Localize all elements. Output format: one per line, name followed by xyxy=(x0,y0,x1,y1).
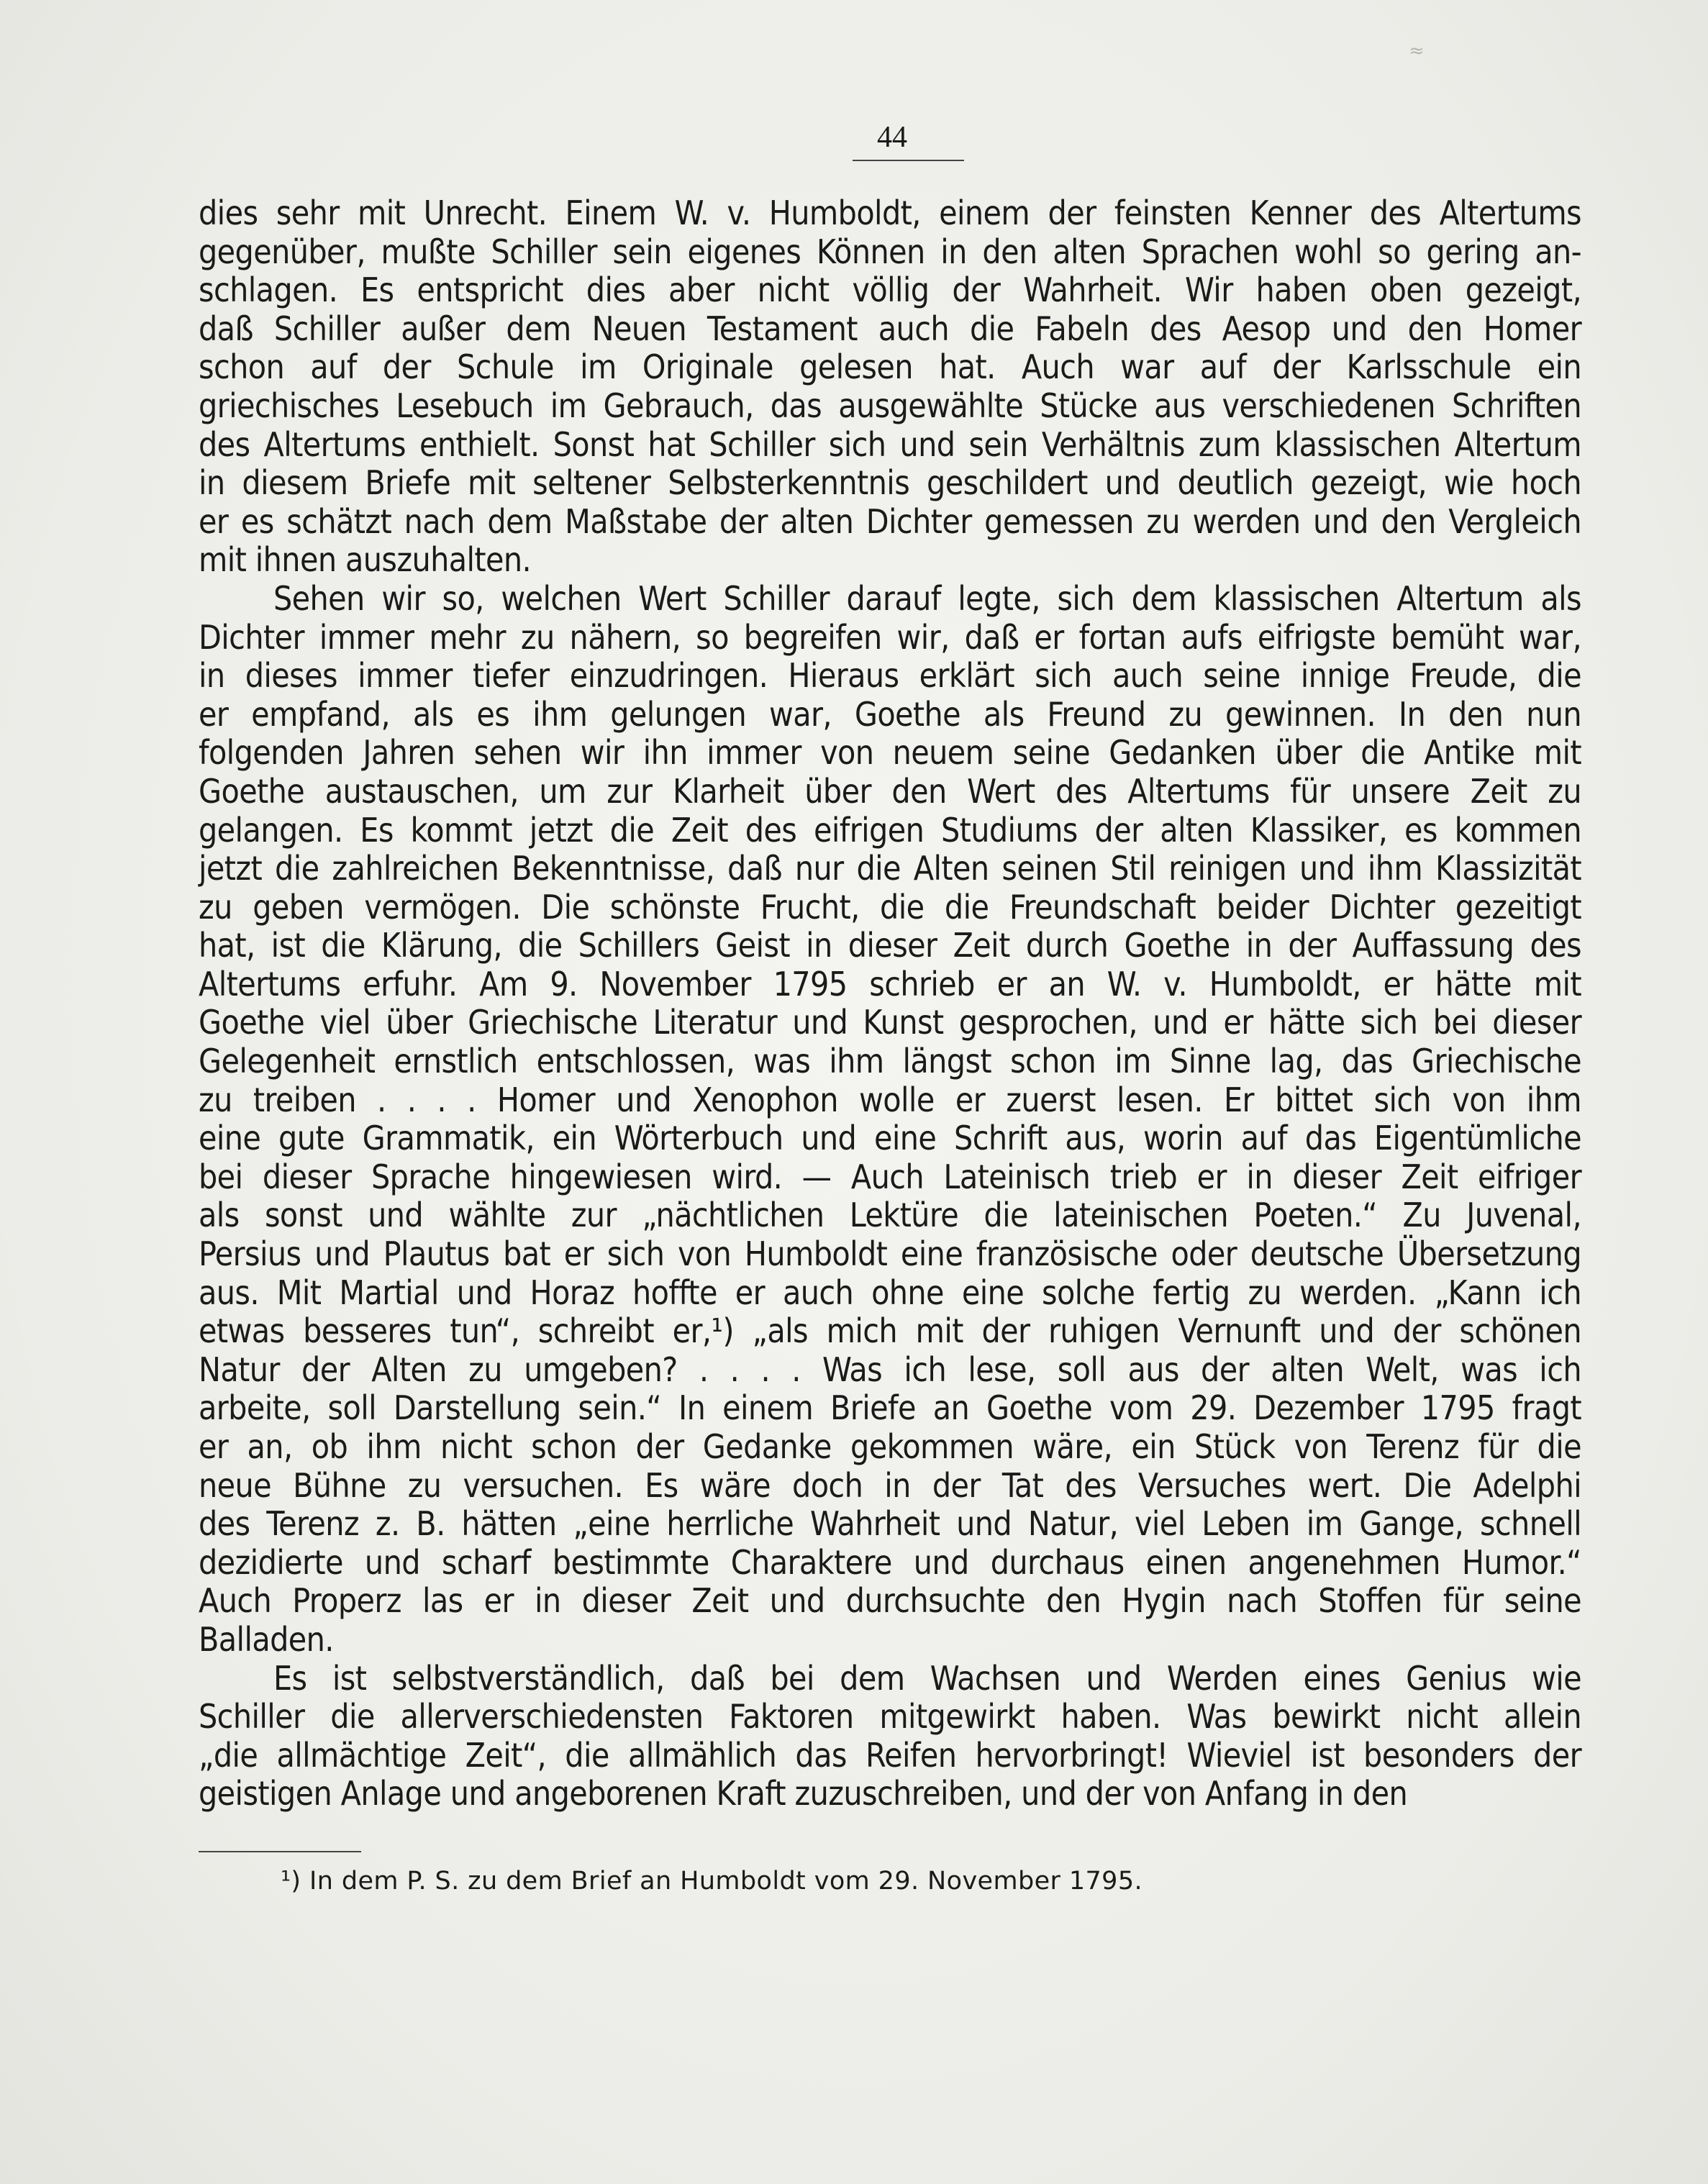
text-line: gegenüber, mußte Schiller sein eigenes Können in den alten Sprachen wohl so gering an- xyxy=(199,232,1581,271)
text-line: Dichter immer mehr zu nähern, so begreifen wir, daß er fortan aufs eifrigste bemüht war, xyxy=(199,617,1581,657)
header-rule xyxy=(853,160,964,161)
text-line: zu treiben . . . . Homer und Xenophon wolle er zuerst lesen. Er bittet sich von ihm xyxy=(199,1080,1581,1119)
footnote: ¹) In dem P. S. zu dem Brief an Humboldt vom 29. November 1795. xyxy=(281,1867,1143,1896)
body-text xyxy=(199,194,1581,1814)
footnote-rule xyxy=(199,1851,361,1852)
text-line: in diesem Briefe mit seltener Selbsterkenntnis geschildert und deutlich gezeigt, wie hoch xyxy=(199,463,1581,503)
paragraph xyxy=(199,580,1581,1660)
text-line: „die allmächtige Zeit“, die allmählich das Reifen hervorbringt! Wieviel ist besonders der xyxy=(199,1735,1581,1775)
text-line: Gelegenheit ernstlich entschlossen, was ihm längst schon im Sinne lag, das Griechische xyxy=(199,1042,1581,1081)
text-line: Schiller die allerverschiedensten Faktoren mitgewirkt haben. Was bewirkt nicht allein xyxy=(199,1697,1581,1737)
text-line: schon auf der Schule im Originale gelesen hat. Auch war auf der Karlsschule ein xyxy=(199,347,1581,387)
text-line: er es schätzt nach dem Maßstabe der alten Dichter gemessen zu werden und den Vergleich xyxy=(199,501,1581,541)
text-line: geistigen Anlage und angeborenen Kraft zuzuschreiben, und der von Anfang in den xyxy=(199,1774,1408,1814)
page-number: 44 xyxy=(877,121,907,154)
text-line: dezidierte und scharf bestimmte Charaktere und durchaus einen angenehmen Humor.“ xyxy=(199,1542,1581,1582)
text-line: des Altertums enthielt. Sonst hat Schiller sich und sein Verhältnis zum klassischen Altertum xyxy=(199,424,1581,464)
text-line: bei dieser Sprache hingewiesen wird. — Auch Lateinisch trieb er in dieser Zeit eifriger xyxy=(199,1157,1581,1196)
text-line: aus. Mit Martial und Horaz hoffte er auch ohne eine solche fertig zu werden. „Kann ich xyxy=(199,1273,1581,1312)
text-line: er empfand, als es ihm gelungen war, Goethe als Freund zu gewinnen. In den nun xyxy=(199,694,1581,734)
text-line: gelangen. Es kommt jetzt die Zeit des eifrigen Studiums der alten Klassiker, es kommen xyxy=(199,810,1581,850)
paragraph xyxy=(199,194,1581,580)
text-line: eine gute Grammatik, ein Wörterbuch und eine Schrift aus, worin auf das Eigentümliche xyxy=(199,1119,1581,1158)
text-line: mit ihnen auszuhalten. xyxy=(199,540,532,580)
text-line: er an, ob ihm nicht schon der Gedanke gekommen wäre, ein Stück von Terenz für die xyxy=(199,1427,1581,1466)
text-line: etwas besseres tun“, schreibt er,¹) „als mich mit der ruhigen Vernunft und der schönen xyxy=(199,1311,1581,1351)
text-line: Auch Properz las er in dieser Zeit und durchsuchte den Hygin nach Stoffen für seine xyxy=(199,1581,1581,1621)
text-line: schlagen. Es entspricht dies aber nicht völlig der Wahrheit. Wir haben oben gezeigt, xyxy=(199,270,1581,310)
text-line: in dieses immer tiefer einzudringen. Hieraus erklärt sich auch seine innige Freude, die xyxy=(199,656,1581,696)
text-line: neue Bühne zu versuchen. Es wäre doch in der Tat des Versuches wert. Die Adelphi xyxy=(199,1465,1581,1505)
text-line: griechisches Lesebuch im Gebrauch, das ausgewählte Stücke aus verschiedenen Schriften xyxy=(199,386,1581,425)
text-line: zu geben vermögen. Die schönste Frucht, die die Freundschaft beider Dichter gezeitigt xyxy=(199,887,1581,927)
text-line: Natur der Alten zu umgeben? . . . . Was ich lese, soll aus der alten Welt, was ich xyxy=(199,1350,1581,1389)
text-line: Sehen wir so, welchen Wert Schiller darauf legte, sich dem klassischen Altertum als xyxy=(273,578,1581,618)
text-line: Balladen. xyxy=(199,1619,334,1659)
text-line: jetzt die zahlreichen Bekenntnisse, daß nur die Alten seinen Stil reinigen und ihm Klassizität xyxy=(199,849,1581,888)
paper-speck: ≈ xyxy=(1409,40,1425,62)
text-line: Goethe austauschen, um zur Klarheit über den Wert des Altertums für unsere Zeit zu xyxy=(199,771,1581,811)
text-line: dies sehr mit Unrecht. Einem W. v. Humboldt, einem der feinsten Kenner des Altertums xyxy=(199,194,1581,232)
text-line: Persius und Plautus bat er sich von Humboldt eine französische oder deutsche Übersetzung xyxy=(199,1234,1581,1274)
text-line: als sonst und wählte zur „nächtlichen Lektüre die lateinischen Poeten.“ Zu Juvenal, xyxy=(199,1196,1581,1235)
text-line: hat, ist die Klärung, die Schillers Geist in dieser Zeit durch Goethe in der Auffassung des xyxy=(199,926,1581,965)
text-line: des Terenz z. B. hätten „eine herrliche Wahrheit und Natur, viel Leben im Gange, schnell xyxy=(199,1504,1581,1544)
text-line: arbeite, soll Darstellung sein.“ In einem Briefe an Goethe vom 29. Dezember 1795 fragt xyxy=(199,1388,1581,1428)
text-line: Altertums erfuhr. Am 9. November 1795 schrieb er an W. v. Humboldt, er hätte mit xyxy=(199,964,1581,1004)
text-line: Es ist selbstverständlich, daß bei dem Wachsen und Werden eines Genius wie xyxy=(273,1658,1581,1698)
paragraph xyxy=(199,1660,1581,1814)
text-line: folgenden Jahren sehen wir ihn immer von neuem seine Gedanken über die Antike mit xyxy=(199,733,1581,773)
text-line: Goethe viel über Griechische Literatur und Kunst gesprochen, und er hätte sich bei dieser xyxy=(199,1003,1581,1042)
text-line: daß Schiller außer dem Neuen Testament auch die Fabeln des Aesop und den Homer xyxy=(199,309,1581,348)
